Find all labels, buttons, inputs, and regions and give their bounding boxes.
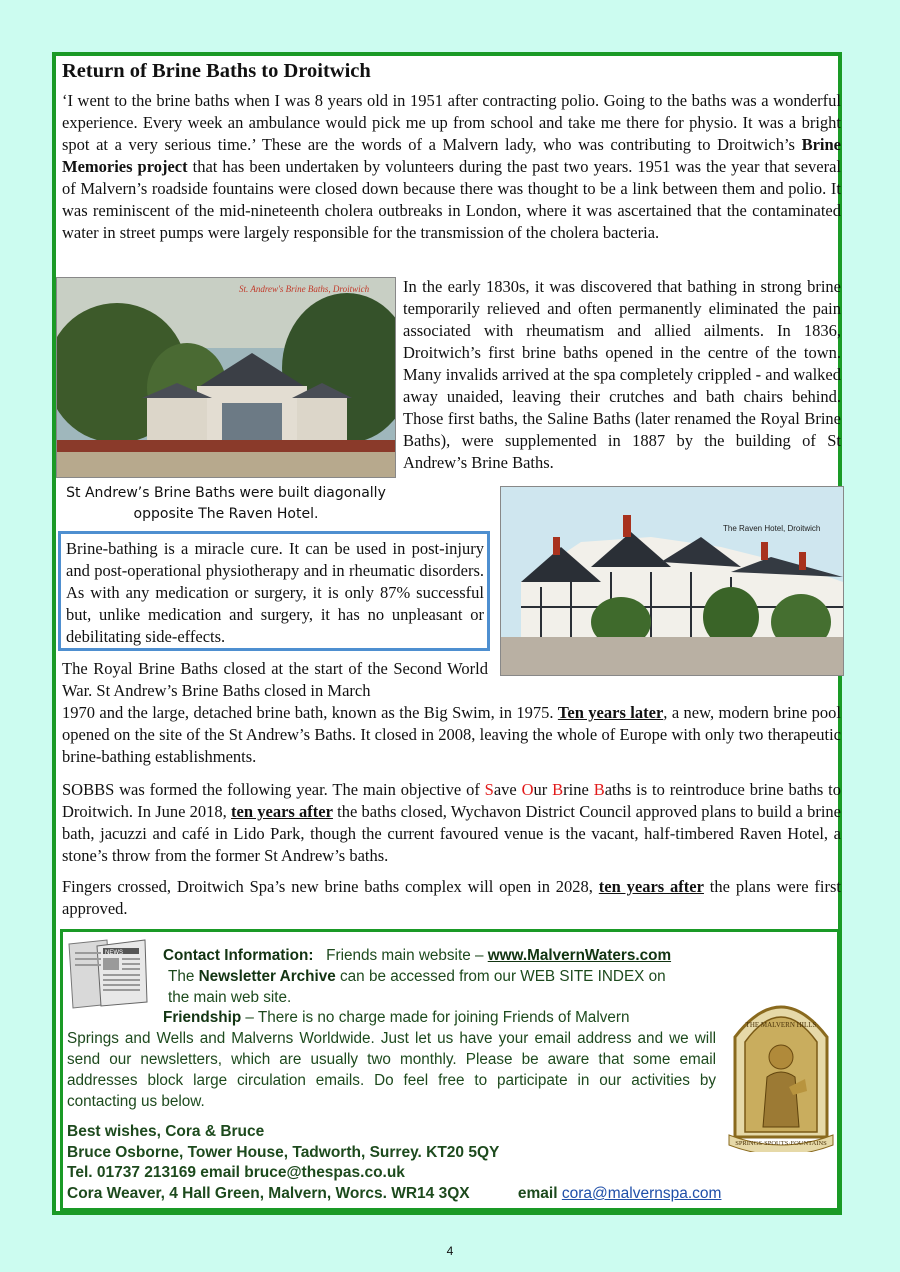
ten-years-after-2: ten years after [598, 877, 704, 896]
raven-hotel-photo [500, 486, 844, 676]
cora-address-line: Cora Weaver, 4 Hall Green, Malvern, Worcs. WR14 3QX email cora@malvernspa.com [67, 1185, 722, 1202]
history-paragraph: In the early 1830s, it was discovered that bathing in strong brine temporarily relieved and often permanently eliminated the pain associated with rheumatism and allied ailments. In 1836, Droitwich’s first brine baths opened in the centre of the town. Many invalids arrived at the spa completely crippled - and walked away unaided, leaving their crutches and bath chairs behind. Those first baths, the Saline Baths (later renamed the Royal Brine Baths), were supplemented in 1887 by the building of St Andrew’s Brine Baths. [403, 277, 841, 472]
closure-paragraph: 1970 and the large, detached brine bath, known as the Big Swim, in 1975. Ten years later, a new, modern brine pool opened on the site of the St Andrew’s Baths. It closed in 2008, leaving the whole of Europe with only two therapeutic brine-bathing establishments. [62, 703, 841, 766]
friendship-line: Friendship – There is no charge made for joining Friends of Malvern [163, 1009, 630, 1026]
contact-heading-line: Contact Information: Friends main website – www.MalvernWaters.com [163, 947, 672, 964]
friendship-label: Friendship [163, 1009, 242, 1026]
svg-text:SPRINGS·SPOUTS·FOUNTAINS: SPRINGS·SPOUTS·FOUNTAINS [735, 1140, 827, 1147]
page-number: 4 [446, 1244, 454, 1258]
website-link[interactable]: www.MalvernWaters.com [487, 947, 672, 964]
photo1-caption: St Andrew’s Brine Baths were built diagonally opposite The Raven Hotel. [66, 485, 386, 522]
ten-years-after-1: ten years after [231, 802, 333, 821]
bruce-address: Bruce Osborne, Tower House, Tadworth, Surrey. KT20 5QY [67, 1144, 500, 1161]
malvern-hills-emblem [727, 987, 835, 1152]
closing-paragraph: Fingers crossed, Droitwich Spa’s new brine baths complex will open in 2028, ten years after the plans were first approved. [62, 877, 841, 918]
sobbs-o: O [521, 780, 534, 799]
sign-off: Best wishes, Cora & Bruce [67, 1123, 265, 1140]
callout-text: Brine-bathing is a miracle cure. It can be used in post-injury and post-operational physiotherapy and in rheumatic disorders. As with any medication or surgery, it is only 87% successful but, unlike medication and surgery, it has no unpleasant or debilitating side-effects. [66, 539, 484, 646]
brine-memories-project: Brine Memories project [62, 135, 841, 176]
st-andrews-baths-illustration [57, 278, 395, 477]
cora-address: Cora Weaver, 4 Hall Green, Malvern, Worcs. WR14 3QX [67, 1185, 470, 1202]
miracle-cure-callout [58, 531, 490, 651]
friendship-text: Springs and Wells and Malverns Worldwide. Just let us have your email address and we will send our newsletters, which are usually two monthly. Please be aware that some email addresses block large circulation emails. Do feel free to participate in our activities by contacting us below. [67, 1030, 716, 1110]
cora-email-link[interactable]: cora@malvernspa.com [561, 1185, 722, 1202]
sobbs-s: S [484, 780, 494, 799]
svg-text:THE MALVERN HILLS: THE MALVERN HILLS [745, 1021, 817, 1029]
sobbs-b1: B [552, 780, 564, 799]
photo2-label: The Raven Hotel, Droitwich [723, 524, 821, 533]
st-andrews-baths-photo [56, 277, 396, 478]
bruce-tel-email: Tel. 01737 213169 email bruce@thespas.co.uk [67, 1164, 405, 1181]
archive-line: The Newsletter Archive can be accessed from our WEB SITE INDEX on [168, 968, 666, 985]
archive-line-2: the main web site. [168, 989, 292, 1006]
raven-hotel-illustration [501, 487, 843, 675]
intro-paragraph: ‘I went to the brine baths when I was 8 years old in 1951 after contracting polio. Going to the baths was a wonderful experience. Every week an ambulance would pick me up from school and take me there for physio. It was a bright spot at a very serious time.’ These are the words of a Malvern lady, who was contributing to Droitwich’s Brine Memories project that has been undertaken by volunteers during the past two years. 1951 was the year that several of Malvern’s roadside fountains were closed down because there was thought to be a link between them and polio. It was reminiscent of the mid-nineteenth cholera outbreaks in London, where it was ascertained that the contaminated water in street pumps were largely responsible for the transmission of the cholera bacteria. [62, 91, 841, 242]
newspaper-icon [67, 938, 149, 1010]
svg-text:NEWS: NEWS [105, 950, 123, 956]
article-title: Return of Brine Baths to Droitwich [62, 60, 371, 82]
ten-years-later: Ten years later [557, 703, 664, 722]
sobbs-paragraph: SOBBS was formed the following year. The main objective of Save Our Brine Baths is to reintroduce brine baths to Droitwich. In June 2018, ten years after the baths closed, Wychavon District Council approved plans to build a brine bath, jacuzzi and café in Lido Park, though the current favoured venue is the vacant, half-timbered Raven Hotel, a stone’s throw from the former St Andrew’s baths. [62, 780, 841, 865]
photo1-label: St. Andrew's Brine Baths, Droitwich [239, 284, 370, 294]
contact-heading: Contact Information: [163, 947, 314, 964]
sobbs-b2: B [593, 780, 605, 799]
closure-paragraph-start: The Royal Brine Baths closed at the start of the Second World War. St Andrew’s Brine Baths closed in March [62, 659, 488, 700]
